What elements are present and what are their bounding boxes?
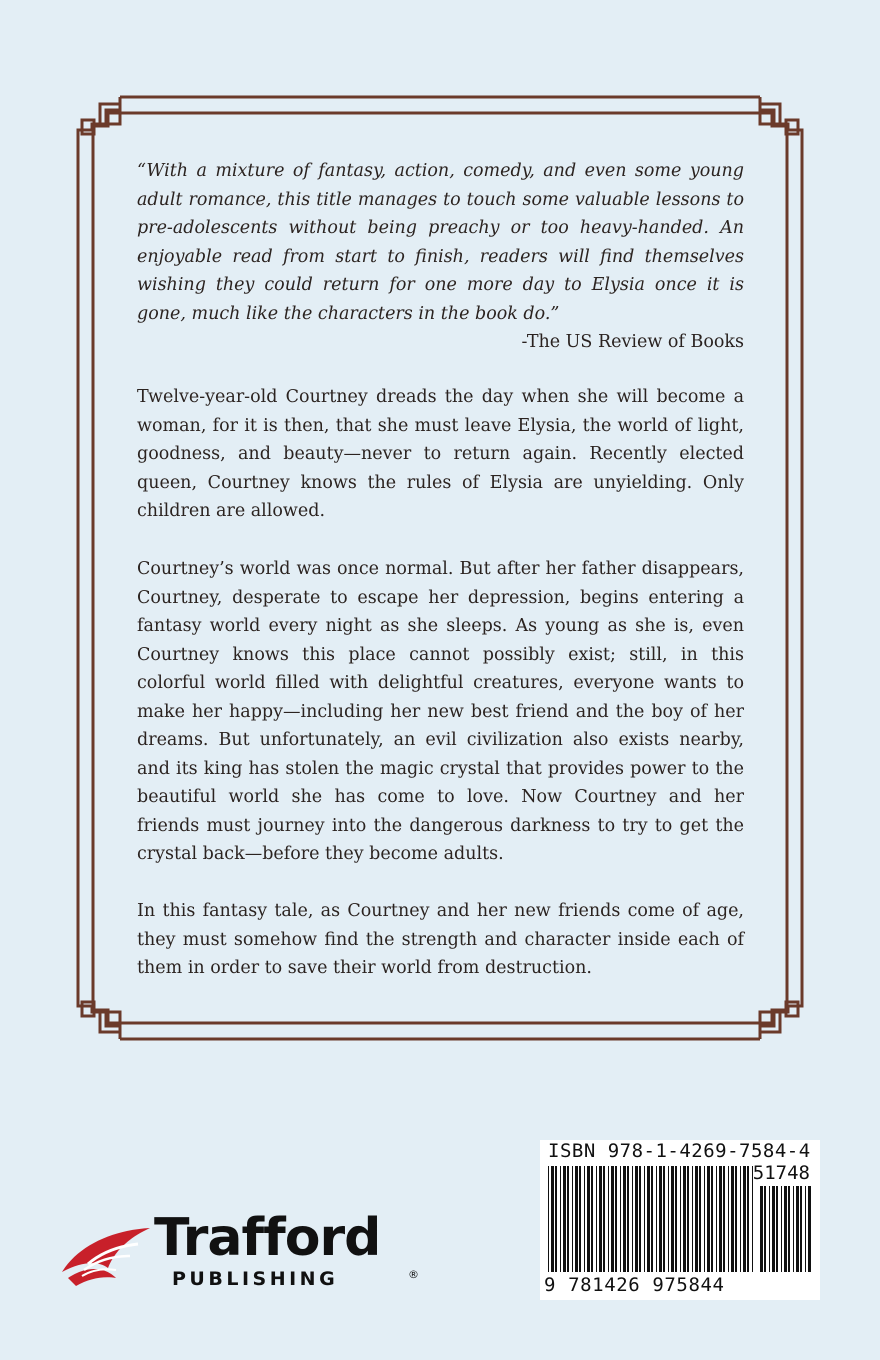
publisher-name: Trafford	[154, 1208, 381, 1268]
barcode-bar	[599, 1166, 602, 1272]
barcode-bar	[551, 1166, 554, 1272]
barcode-bar	[587, 1166, 590, 1272]
ean-digits: 9 781426 975844	[544, 1274, 725, 1296]
barcode-bar	[623, 1166, 626, 1272]
barcode-bar	[608, 1166, 609, 1272]
blurb-paragraph-1: Twelve-year-old Courtney dreads the day when she will become a woman, for it is then, that she must leave Elysia, the world of light, goodness, and beauty—never to return again. Recently elected queen, Courtney knows the rules of Elysia are unyielding. Only children are allowed.	[137, 387, 744, 521]
barcode-bar	[651, 1166, 653, 1272]
barcode-bar	[575, 1166, 578, 1272]
barcode-bar	[776, 1186, 778, 1272]
barcode-bar	[671, 1166, 674, 1272]
barcode-bar	[635, 1166, 638, 1272]
barcode-bar	[740, 1166, 741, 1272]
barcode-bar	[668, 1166, 669, 1272]
isbn-barcode	[540, 1140, 820, 1300]
barcode-bar	[591, 1166, 593, 1272]
barcode-bar	[808, 1186, 811, 1272]
barcode-bar	[796, 1186, 799, 1272]
barcode-bar	[656, 1166, 657, 1272]
barcode-bar	[805, 1186, 806, 1272]
blurb-paragraph-2: Courtney’s world was once normal. But after her father disappears, Courtney, desperate to escape her depression, begins entering a fantasy world every night as she sleeps. As young as she is, even Courtney knows this place cannot possibly exist; still, in this colorful world filled with delightful creatures, everyone wants to make her happy—including her new best friend and the boy of her dreams. But unfortunately, an evil civilization also exists nearby, and its king has stolen the magic crystal that provides power to the beautiful world she has come to love. Now Courtney and her friends must journey into the dangerous darkness to try to get the crystal back—before they become adults.	[137, 559, 744, 864]
barcode-bar	[675, 1166, 677, 1272]
barcode-bar	[620, 1166, 621, 1272]
review-quote: “With a mixture of fantasy, action, comedy, and even some young adult romance, this title manages to touch some valuable lessons to pre-adolescents without being preachy or too heavy-handed. An enjoyable read from start to finish, readers will find themselves wishing they could return for one more day to Elysia once it is gone, much like the characters in the book do.”	[137, 161, 744, 324]
publisher-logo	[58, 1208, 438, 1296]
barcode-bar	[747, 1166, 749, 1272]
barcode-bar	[699, 1166, 701, 1272]
barcode-bar	[632, 1166, 633, 1272]
barcode-bar	[680, 1166, 681, 1272]
barcode-bar	[615, 1166, 617, 1272]
barcode-bar	[644, 1166, 645, 1272]
barcode-bar	[683, 1166, 686, 1272]
barcode-bar	[647, 1166, 650, 1272]
price-code: 51748	[752, 1162, 810, 1184]
barcode-bar	[563, 1166, 566, 1272]
barcode-bar	[723, 1166, 725, 1272]
barcode-bar	[695, 1166, 698, 1272]
barcode-bar	[743, 1166, 746, 1272]
review-attribution: -The US Review of Books	[521, 332, 744, 352]
barcode-bar	[704, 1166, 705, 1272]
publisher-subtitle: PUBLISHING	[172, 1268, 339, 1290]
barcode-bar	[772, 1186, 775, 1272]
barcode-bar	[716, 1166, 717, 1272]
book-swirl-icon	[58, 1216, 158, 1296]
barcode-bar	[663, 1166, 665, 1272]
barcode-bar	[781, 1186, 782, 1272]
barcode-bar	[735, 1166, 737, 1272]
barcode-bar	[728, 1166, 729, 1272]
barcode-bar	[731, 1166, 734, 1272]
barcode-bar	[603, 1166, 605, 1272]
registered-mark: ®	[408, 1268, 419, 1281]
blurb-paragraph-3: In this fantasy tale, as Courtney and her new friends come of age, they must somehow find the strength and character inside each of them in order to save their world from destruction.	[137, 901, 744, 978]
barcode-bar	[627, 1166, 629, 1272]
barcode-bar	[560, 1166, 561, 1272]
barcode-bar	[567, 1166, 569, 1272]
barcode-bar	[584, 1166, 585, 1272]
barcode-bar	[659, 1166, 662, 1272]
barcode-bar	[793, 1186, 794, 1272]
barcode-bar	[692, 1166, 693, 1272]
barcode-bar	[719, 1166, 722, 1272]
barcode-bar	[769, 1186, 770, 1272]
barcode-bar	[596, 1166, 597, 1272]
barcode-bar	[784, 1186, 787, 1272]
barcode-bar	[800, 1186, 802, 1272]
barcode-bar	[555, 1166, 557, 1272]
barcode-bar	[687, 1166, 689, 1272]
barcode-bar	[572, 1166, 573, 1272]
barcode-bar	[611, 1166, 614, 1272]
barcode-bar	[707, 1166, 710, 1272]
barcode-bar	[711, 1166, 713, 1272]
barcode-bar	[548, 1166, 549, 1272]
barcode-bar	[764, 1186, 766, 1272]
isbn-label: ISBN 978-1-4269-7584-4	[548, 1140, 811, 1162]
barcode-bar	[760, 1186, 763, 1272]
barcode-bar	[579, 1166, 581, 1272]
barcode-bar	[788, 1186, 790, 1272]
barcode-bar	[639, 1166, 641, 1272]
